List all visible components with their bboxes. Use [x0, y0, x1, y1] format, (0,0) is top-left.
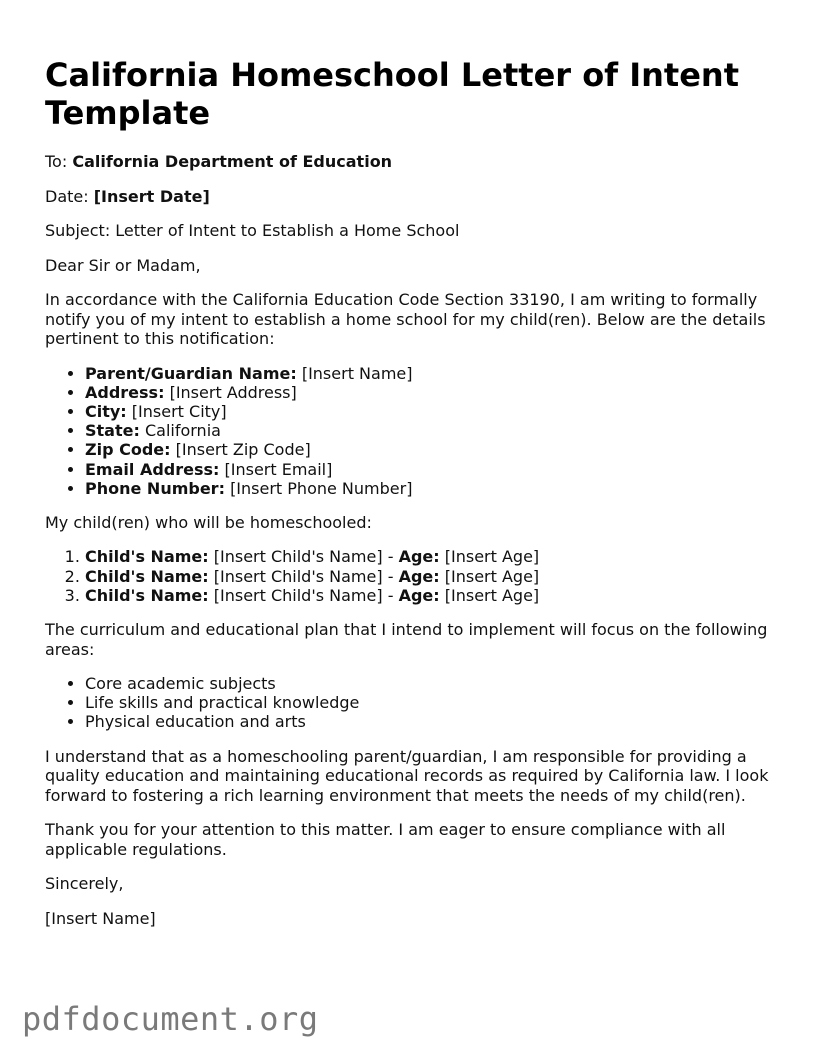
detail-label: Phone Number: — [85, 478, 225, 498]
detail-value: California — [144, 421, 221, 441]
detail-value: [Insert City] — [131, 401, 227, 421]
detail-parent-name — [85, 364, 780, 383]
child-name-value: [Insert Child's Name] — [213, 566, 383, 586]
child-age-value: [Insert Age] — [444, 566, 540, 586]
children-intro: My child(ren) who will be homeschooled: — [45, 512, 372, 532]
child-age-label: Age: — [398, 566, 440, 586]
child-item-1 — [85, 547, 780, 566]
child-age-label: Age: — [398, 547, 440, 567]
detail-email — [85, 460, 780, 479]
child-name-value: [Insert Child's Name] — [213, 547, 383, 567]
child-name-label: Child's Name: — [85, 566, 209, 586]
detail-label: Zip Code: — [85, 440, 171, 460]
detail-label: Email Address: — [85, 459, 220, 479]
child-age-value: [Insert Age] — [444, 547, 540, 567]
intro-paragraph: In accordance with the California Education Code Section 33190, I am writing to formally notify you of my intent to establish a home school for my child(ren). Below are the details pertinent to this notification: — [45, 290, 766, 348]
salutation: Dear Sir or Madam, — [45, 255, 201, 275]
subject-line: Subject: Letter of Intent to Establish a Home School — [45, 221, 460, 240]
thanks-paragraph: Thank you for your attention to this matter. I am eager to ensure compliance with all applicable regulations. — [45, 820, 726, 859]
child-separator: - — [387, 585, 394, 605]
detail-value: [Insert Email] — [224, 459, 333, 479]
date-value: [Insert Date] — [93, 186, 210, 206]
child-separator: - — [387, 566, 394, 586]
child-item-2 — [85, 567, 780, 586]
child-name-label: Child's Name: — [85, 547, 209, 567]
detail-label: City: — [85, 401, 127, 421]
children-list — [45, 547, 780, 605]
date-label: Date: — [45, 186, 89, 206]
detail-label: Address: — [85, 382, 165, 402]
child-item-3 — [85, 586, 780, 605]
page-title: California Homeschool Letter of Intent Template — [45, 56, 739, 132]
detail-value: [Insert Name] — [301, 363, 413, 383]
detail-value: [Insert Address] — [169, 382, 297, 402]
detail-zip — [85, 440, 780, 459]
detail-state — [85, 421, 780, 440]
child-separator: - — [387, 547, 394, 567]
detail-value: [Insert Phone Number] — [230, 478, 413, 498]
detail-value: [Insert Zip Code] — [175, 440, 311, 460]
detail-address — [85, 383, 780, 402]
signature: [Insert Name] — [45, 908, 156, 928]
to-value: California Department of Education — [72, 152, 393, 171]
date-line — [45, 187, 780, 207]
child-age-label: Age: — [398, 585, 440, 605]
details-list — [45, 364, 780, 498]
area-item: • Core academic subjects — [85, 674, 780, 693]
curriculum-intro: The curriculum and educational plan that I intend to implement will focus on the following areas: — [45, 620, 768, 659]
detail-label: State: — [85, 421, 140, 441]
detail-phone — [85, 479, 780, 498]
child-name-label: Child's Name: — [85, 585, 209, 605]
responsibility-paragraph: I understand that as a homeschooling parent/guardian, I am responsible for providing a quality education and maintaining educational records as required by California law. I look forward to fostering a rich learning environment that meets the needs of my child(ren). — [45, 746, 769, 805]
letter-page — [45, 56, 780, 943]
to-line — [45, 152, 780, 172]
detail-city — [85, 402, 780, 421]
closing: Sincerely, — [45, 874, 124, 894]
child-age-value: [Insert Age] — [444, 585, 540, 605]
detail-label: Parent/Guardian Name: — [85, 363, 297, 383]
child-name-value: [Insert Child's Name] — [213, 585, 383, 605]
to-label: To: — [45, 152, 68, 171]
areas-list — [45, 674, 780, 732]
watermark-text: pdfdocument.org — [22, 1000, 319, 1038]
area-item: • Physical education and arts — [85, 712, 780, 731]
area-item: • Life skills and practical knowledge — [85, 693, 780, 712]
